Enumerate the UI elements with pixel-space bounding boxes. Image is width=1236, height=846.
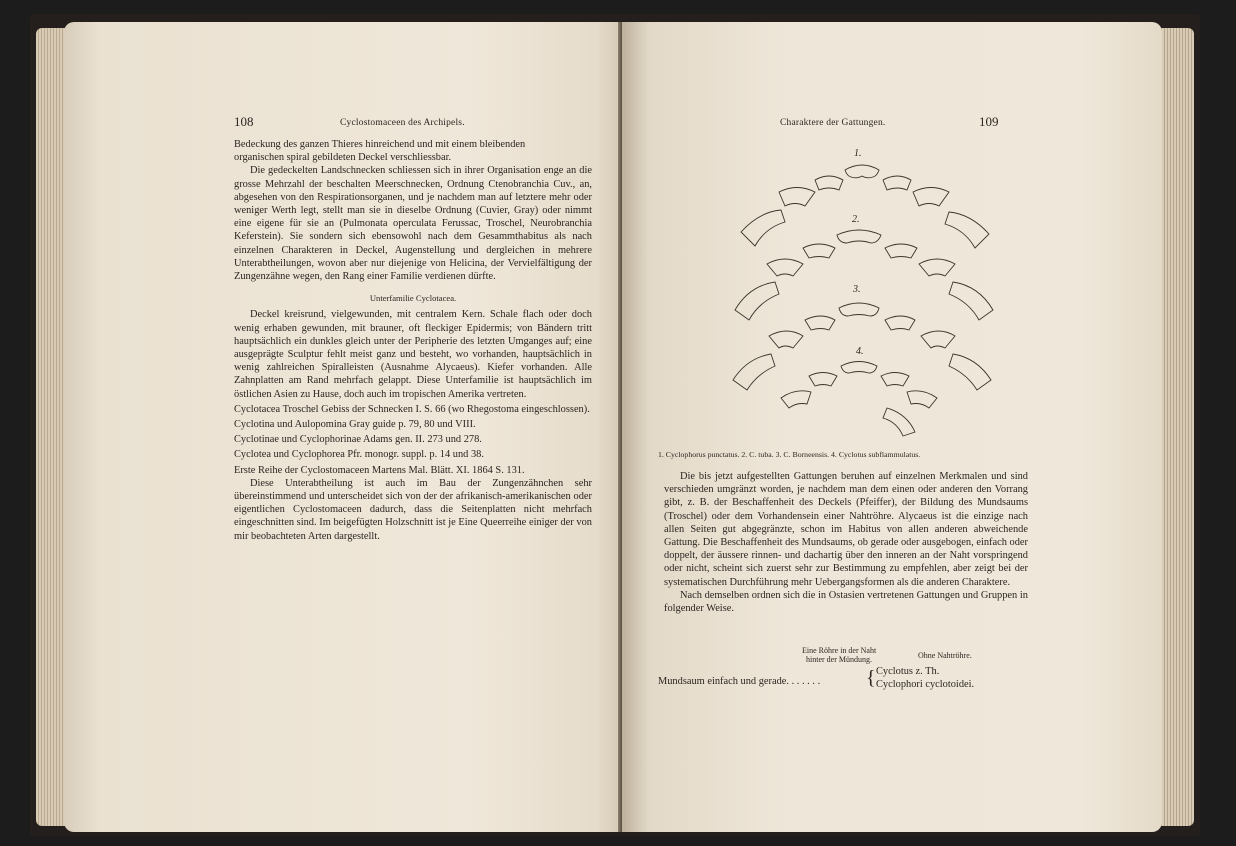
paragraph: Die gedeckelten Landschnecken schliessen sich in ihrer Organisation enge an die grosse Mehrzahl der beschalten Meerschnecken, Ordnung Ctenobranchia Cuv., an, abgesehen von den Respirationsorganen, und je nachdem man auf letztere mehr oder weniger Werth legt, stellt man sie in dieselbe Ordnung (Cuvier, Gray) oder nimmt eine eigene für sie an (Pulmonata operculata Ferussac, Troschel, Neurobranchia Keferstein). Sie sondern sich ebensowohl nach dem Gesammthabitus als nach einzelnen Charakteren in Deckel, Augenstellung und dergleichen in mehrere Unterabtheilungen, wovon aber nur diejenige von Helicina, der Vervielfältigung der Zungenzähne wegen, den Rang einer Familie verdienen dürfte. [234, 165, 592, 283]
central-plate-4 [841, 362, 877, 374]
lateral-plate [735, 282, 779, 320]
table-head-col2: Ohne Nahtröhre. [918, 651, 972, 660]
lateral-plate [803, 244, 835, 258]
radula-figure [717, 140, 1007, 440]
figure-label-3: 3. [853, 284, 861, 295]
right-text-block [664, 470, 1028, 615]
lateral-plate [949, 354, 991, 390]
lateral-plate [733, 354, 775, 390]
book-spread [30, 14, 1200, 836]
lateral-plate [805, 316, 835, 330]
lateral-plate [919, 259, 955, 276]
right-page [622, 22, 1162, 832]
lateral-plate [907, 391, 937, 408]
central-plate-3 [839, 303, 879, 316]
lateral-plate [741, 210, 785, 246]
subheading: Unterfamilie Cyclotacea. [369, 293, 457, 304]
lateral-plate [767, 259, 803, 276]
figure-caption: 1. Cyclophorus punctatus. 2. C. tuba. 3. C. Borneensis. 4. Cyclotus subflammulatus. [658, 450, 921, 459]
text-line: organischen spiral gebildeten Deckel verschliessbar. [234, 152, 452, 164]
paragraph: Diese Unterabtheilung ist auch im Bau der Zungenzähnchen sehr übereinstimmend und unterscheidet sich von der der afrikanisch-amerikanischen oder eigentlichen Cyclostomaceen dadurch, dass die Seitenplatten nicht mehrfach eingeschnitten sind. Im beigefügten Holzschnitt ist je Eine Queerreihe einiger der von mir beobachteten Arten dargestellt. [234, 477, 592, 542]
paragraph: Deckel kreisrund, vielgewunden, mit centralem Kern. Schale flach oder doch wenig erhaben gewunden, mit brauner, oft fleckiger Epidermis; von Bändern tritt hauptsächlich ein dunkles gleich unter der Peripherie des letzten Umganges auf; eine ausgeprägte Sculptur fehlt meist ganz und besteht, wo vorhanden, hauptsächlich in wenig zahlreichen Spiralleisten (Ausnahme Alycaeus). Kiefer vorhanden. Alle Zahnplatten am Rand mehrfach gelappt. Diese Unterfamilie ist hauptsächlich im östlichen Asien zu Hause, doch auch im tropischen Amerika vertreten. [234, 309, 592, 400]
running-head-right: Charaktere der Gattungen. [780, 118, 886, 128]
lateral-plate [921, 331, 955, 348]
lateral-plate [945, 212, 989, 248]
lateral-plate [781, 391, 811, 408]
central-plate-2 [837, 230, 881, 243]
reference-line: Erste Reihe der Cyclostomaceen Martens Mal. Blätt. XI. 1864 S. 131. [234, 464, 525, 476]
page-number-right: 109 [979, 114, 999, 129]
table-entry: Cyclotus z. Th. [876, 666, 940, 677]
table-head-col1-line2: hinter der Mündung. [806, 655, 872, 664]
table-entry: Cyclophori cyclotoidei. [876, 679, 975, 690]
figure-label-1: 1. [854, 148, 862, 159]
left-text-block [234, 138, 592, 543]
lateral-plate [885, 316, 915, 330]
lateral-plate [779, 188, 815, 207]
lateral-plate [883, 408, 915, 436]
table-head-col1-line1: Eine Röhre in der Naht [802, 646, 877, 655]
page-number-left: 108 [234, 114, 254, 129]
lateral-plate [949, 282, 993, 320]
reference-line: Cyclotinae und Cyclophorinae Adams gen. II. 273 und 278. [234, 434, 482, 446]
text-line: Bedeckung des ganzen Thieres hinreichend und mit einem bleibenden [234, 139, 526, 150]
table-row-label: Mundsaum einfach und gerade. . . . . . . [658, 676, 821, 687]
lateral-plate [883, 176, 911, 190]
figure-label-2: 2. [852, 214, 860, 225]
lateral-plate [913, 188, 949, 207]
lateral-plate [885, 244, 917, 258]
central-plate-1 [845, 165, 879, 178]
reference-line: Cyclotina und Aulopomina Gray guide p. 79, 80 und VIII. [234, 419, 476, 431]
running-head-left: Cyclostomaceen des Archipels. [340, 118, 465, 128]
lateral-plate [815, 176, 843, 190]
reference-line: Cyclotea und Cyclophorea Pfr. monogr. suppl. p. 14 und 38. [234, 449, 484, 461]
lateral-plate [769, 331, 803, 348]
lateral-plate [881, 373, 909, 387]
figure-label-4: 4. [856, 346, 864, 357]
reference-line: Cyclotacea Troschel Gebiss der Schnecken I. S. 66 (wo Rhegostoma eingeschlossen). [234, 403, 590, 415]
table-bracket: { [866, 667, 876, 689]
lateral-plate [809, 373, 837, 387]
left-page [64, 22, 642, 832]
paragraph: Die bis jetzt aufgestellten Gattungen beruhen auf einzelnen Merkmalen und sind verschieden umgränzt worden, je nachdem man dem einen oder anderen den Vorrang gibt, z. B. der Beschaffenheit des Deckels (Pfeiffer), der Bildung des Mundsaums (Troschel) oder dem Vorhandensein einer Nahtröhre. Alycaeus ist die einzige nach allen Seiten gut abgegränzte, schon im Habitus von allen anderen abweichende Gattung. Die Beschaffenheit des Mundsaums, ob gerade oder ausgebogen, einfach oder doppelt, der äussere rinnen- und dachartig über den inneren an der Naht vorspringend oder nicht, scheint sich zuerst sehr zur Bestimmung zu empfehlen, aber zeigt bei der systematischen Durchführung mehr Uebergangsformen als die anderen Charaktere. [664, 471, 1028, 588]
paragraph: Nach demselben ordnen sich die in Ostasien vertretenen Gattungen und Gruppen in folgender Weise. [664, 589, 1028, 615]
